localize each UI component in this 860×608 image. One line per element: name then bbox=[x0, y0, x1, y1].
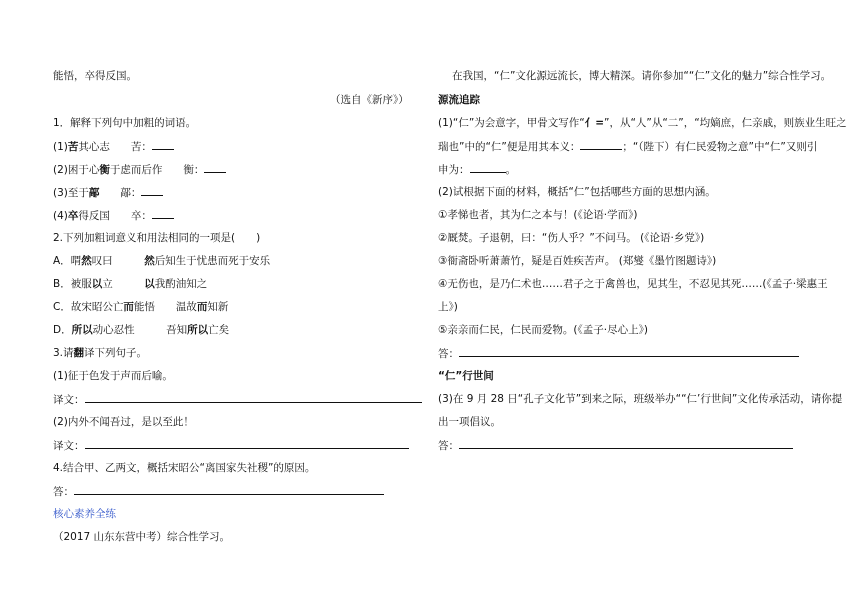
bold-word: 以 bbox=[144, 278, 155, 290]
q3-translation-1 bbox=[53, 392, 422, 407]
passage-end: 能悟，卒得反国。 bbox=[53, 70, 137, 82]
answer-blank[interactable] bbox=[580, 139, 622, 150]
bold-word: 鄗 bbox=[88, 187, 100, 199]
translation-label: 译文： bbox=[53, 440, 85, 452]
q3-sentence-2: (2)内外不闻吾过，是以至此！ bbox=[53, 416, 194, 428]
q2-option-b bbox=[53, 277, 207, 291]
answer-blank[interactable] bbox=[141, 185, 163, 196]
question-text: 3.请 bbox=[53, 347, 74, 359]
material-5: ⑤亲亲而仁民，仁民而爱物。(《孟子·尽心上》) bbox=[438, 324, 648, 336]
answer-blank[interactable] bbox=[152, 139, 174, 150]
option-text: 立 bbox=[102, 278, 145, 290]
q2-option-a bbox=[53, 254, 270, 268]
bold-word: 翻 bbox=[73, 347, 85, 359]
part2-prompt: (2)试根据下面的材料，概括“仁”包括哪些方面的思想内涵。 bbox=[438, 186, 716, 198]
answer-line[interactable] bbox=[459, 438, 793, 449]
material-1: ①孝悌也者，其为仁之本与！(《论语·学而》) bbox=[438, 209, 638, 221]
material-4: ④无伤也，是乃仁术也……君子之于禽兽也，见其生，不忍见其死……(《孟子·梁惠王 bbox=[438, 278, 828, 290]
option-text: 我酌油知之 bbox=[154, 278, 208, 290]
heading-origin: 源流追踪 bbox=[438, 94, 480, 106]
q1-item-4 bbox=[53, 208, 174, 223]
source-citation: （选自《新序》） bbox=[330, 94, 409, 106]
q3-sentence-1: (1)征于色发于声而后喻。 bbox=[53, 370, 173, 382]
item-text: 于虑而后作 衡： bbox=[109, 164, 205, 176]
part3-line1: (3)在 9 月 28 日“孔子文化节”到来之际，班级举办““仁’行世间”文化传承活动，请你提 bbox=[438, 393, 843, 405]
question-1: 1．解释下列句中加粗的词语。 bbox=[53, 117, 197, 129]
option-text: B．被服 bbox=[53, 278, 92, 290]
option-text: 后知生于忧患而死于安乐 bbox=[154, 255, 271, 267]
part-text: (1)“仁”为会意字，甲骨文写作“ bbox=[438, 117, 585, 129]
part-text: 瑞也”中的“仁”便是用其本义： bbox=[438, 141, 581, 153]
bold-word: 以 bbox=[91, 278, 103, 290]
translation-label: 译文： bbox=[53, 394, 85, 406]
part1-line3 bbox=[438, 162, 516, 177]
material-4-cont: 上》) bbox=[438, 301, 458, 313]
option-text: 能悟 温故 bbox=[133, 301, 197, 313]
q1-item-2 bbox=[53, 162, 226, 177]
item-text: 得反国 卒： bbox=[78, 210, 152, 222]
answer-line[interactable] bbox=[85, 392, 422, 403]
answer-blank[interactable] bbox=[152, 208, 174, 219]
option-text: 叹曰 bbox=[91, 255, 145, 267]
part-text: 。 bbox=[505, 164, 516, 176]
part-text: 申为： bbox=[438, 164, 470, 176]
option-text: A．喟 bbox=[53, 255, 82, 267]
answer-blank[interactable] bbox=[204, 162, 226, 173]
bold-word: 所以 bbox=[187, 324, 209, 336]
answer-line[interactable] bbox=[85, 438, 409, 449]
q2-option-c bbox=[53, 300, 228, 314]
bold-word: 衡 bbox=[99, 164, 110, 176]
material-2: ②厩焚。子退朝，曰：“伤人乎？”不问马。 (《论语·乡党》) bbox=[438, 232, 705, 244]
option-text: 亡矣 bbox=[208, 324, 230, 336]
material-3: ③衙斋卧听萧萧竹，疑是百姓疾苦声。 (郑燮《墨竹图题诗》) bbox=[438, 255, 717, 267]
bold-word: 所以 bbox=[71, 324, 93, 336]
item-text: 其心志 苦： bbox=[78, 141, 152, 153]
intro-text: 在我国，“仁”文化源远流长，博大精深。请你参加““仁”文化的魅力”综合性学习。 bbox=[452, 70, 832, 82]
item-num: (1) bbox=[53, 141, 68, 153]
part1-line1 bbox=[438, 116, 847, 130]
question-3 bbox=[53, 346, 147, 360]
item-text: (2)困于心 bbox=[53, 164, 100, 176]
bold-word: 而 bbox=[123, 301, 134, 313]
oracle-glyph: ⺅= bbox=[584, 117, 605, 129]
option-text: 知新 bbox=[207, 301, 229, 313]
answer-blank[interactable] bbox=[470, 162, 506, 173]
question-text: 译下列句子。 bbox=[84, 347, 148, 359]
exam-source: （2017 山东东营中考）综合性学习。 bbox=[53, 531, 231, 543]
part-text: ”，从“人”从“二”，“均嫡庶，仁亲戚，则族业生旺之 bbox=[604, 117, 847, 129]
option-text: C．故宋昭公亡 bbox=[53, 301, 124, 313]
q3-translation-2 bbox=[53, 438, 409, 453]
item-text: 鄗： bbox=[99, 187, 142, 199]
bold-word: 卒 bbox=[67, 210, 79, 222]
section-heading: 核心素养全练 bbox=[53, 508, 116, 520]
q1-item-1 bbox=[53, 139, 174, 154]
q4-answer bbox=[53, 484, 384, 499]
q1-item-3 bbox=[53, 185, 163, 200]
part-text: ；“（陛下）有仁民爱物之意”中“仁”又则引 bbox=[622, 141, 818, 153]
bold-word: 然 bbox=[144, 255, 155, 267]
option-text: 动心忍性 吾知 bbox=[92, 324, 188, 336]
question-4: 4.结合甲、乙两文，概括宋昭公“离国家失社稷”的原因。 bbox=[53, 462, 316, 474]
item-text: (3)至于 bbox=[53, 187, 89, 199]
q2-option-d bbox=[53, 323, 229, 337]
bold-word: 而 bbox=[196, 301, 208, 313]
answer-label: 答： bbox=[438, 348, 459, 360]
item-num: (4) bbox=[53, 210, 68, 222]
part3-answer bbox=[438, 438, 793, 453]
part2-answer bbox=[438, 346, 799, 361]
part3-line2: 出一项倡议。 bbox=[438, 416, 501, 428]
bold-word: 然 bbox=[81, 255, 92, 267]
part1-line2 bbox=[438, 139, 817, 154]
answer-line[interactable] bbox=[459, 346, 799, 357]
question-2: 2.下列加粗词意义和用法相同的一项是( ) bbox=[53, 232, 261, 244]
heading-practice: “仁”行世间 bbox=[438, 370, 494, 382]
option-text: D． bbox=[53, 324, 72, 336]
answer-label: 答： bbox=[438, 440, 459, 452]
answer-line[interactable] bbox=[74, 484, 384, 495]
bold-word: 苦 bbox=[67, 141, 79, 153]
answer-label: 答： bbox=[53, 486, 74, 498]
